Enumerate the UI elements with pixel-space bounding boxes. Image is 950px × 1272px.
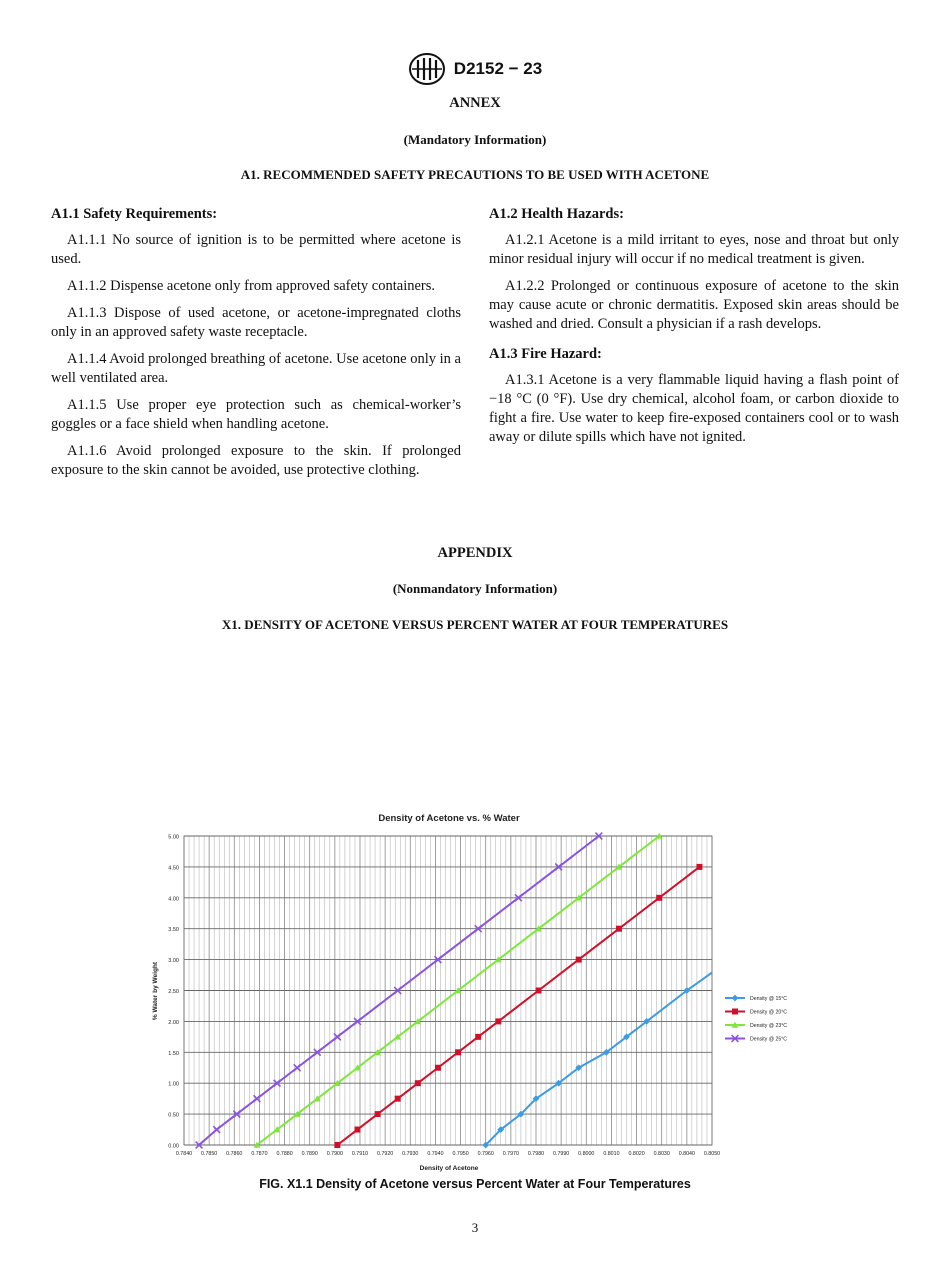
y-tick-label: 3.00 [168, 958, 179, 965]
y-tick-label: 0.50 [168, 1112, 179, 1119]
section-heading-fire: A1.3 Fire Hazard: [489, 346, 602, 362]
x-tick-label: 0.7880 [276, 1151, 293, 1157]
x-axis-label: Density of Acetone [419, 1165, 479, 1172]
x-tick-label: 0.7910 [351, 1151, 369, 1157]
x-tick-label: 0.7990 [553, 1151, 570, 1157]
appendix-title: APPENDIX [437, 545, 513, 561]
density-chart [140, 805, 830, 1180]
data-point [375, 1111, 381, 1117]
y-tick-label: 3.50 [168, 927, 179, 934]
legend-label: Density @ 25°C [750, 1036, 788, 1043]
data-point [334, 1142, 340, 1148]
data-point [455, 1049, 461, 1055]
standard-number: D2152 − 23 [453, 59, 543, 78]
chart-grid [184, 836, 712, 1145]
data-point [616, 926, 622, 932]
x-tick-label: 0.7980 [527, 1151, 545, 1157]
paragraph-a1-3-1: A1.3.1 Acetone is a very flammable liquid having a flash point of −18 °C (0 °F). Use dry chemical, alcohol foam, or carbon dioxide to fight a fire. Use water to keep fire-exposed containers cool or to wash away or dilute spills which have not ignited. [489, 372, 899, 445]
data-point [536, 988, 542, 994]
data-point [696, 864, 702, 870]
legend-label: Density @ 15°C [750, 996, 788, 1002]
legend-item [725, 1009, 787, 1016]
annex-right-column [489, 205, 899, 455]
x-tick-label: 0.8020 [628, 1151, 645, 1157]
section-heading-health: A1.2 Health Hazards: [489, 206, 624, 222]
y-tick-label: 0.00 [168, 1143, 179, 1150]
legend-label: Density @ 23°C [750, 1023, 788, 1029]
x-tick-label: 0.7860 [226, 1151, 243, 1157]
data-point [395, 1096, 401, 1102]
document-header [0, 52, 950, 86]
annex-heading: A1. RECOMMENDED SAFETY PRECAUTIONS TO BE USED WITH ACETONE [240, 167, 710, 182]
data-point [475, 1034, 481, 1040]
x-tick-label: 0.7950 [452, 1151, 469, 1157]
annex-subtitle: (Mandatory Information) [403, 132, 547, 147]
x-tick-label: 0.7890 [301, 1151, 318, 1157]
chart-legend [725, 995, 787, 1043]
figure-caption: FIG. X1.1 Density of Acetone versus Percent Water at Four Temperatures [259, 1177, 691, 1191]
paragraph-a1-1-3: A1.1.3 Dispose of used acetone, or acetone-impregnated cloths only in an approved safety waste receptacle. [51, 305, 461, 340]
legend-label: Density @ 20°C [750, 1009, 788, 1016]
legend-item [725, 1035, 787, 1042]
data-point [732, 995, 739, 1002]
y-tick-label: 1.00 [168, 1081, 179, 1088]
paragraph-a1-1-1: A1.1.1 No source of ignition is to be permitted where acetone is used. [51, 232, 461, 267]
data-point [732, 1009, 738, 1015]
x-tick-label: 0.8010 [603, 1151, 620, 1157]
astm-logo-icon [408, 52, 446, 86]
y-axis-label: % Water by Weight [152, 961, 159, 1021]
x-tick-label: 0.8040 [678, 1151, 695, 1157]
paragraph-a1-1-5: A1.1.5 Use proper eye protection such as chemical-worker’s goggles or a face shield when handling acetone. [51, 397, 461, 432]
y-tick-label: 2.50 [168, 989, 179, 995]
appendix-heading: X1. DENSITY OF ACETONE VERSUS PERCENT WATER AT FOUR TEMPERATURES [221, 617, 729, 632]
data-point [435, 1065, 441, 1071]
x-tick-label: 0.8050 [703, 1151, 721, 1157]
x-tick-label: 0.7940 [427, 1151, 444, 1157]
data-point [495, 1018, 501, 1024]
paragraph-a1-2-2: A1.2.2 Prolonged or continuous exposure of acetone to the skin may cause acute or chronic dermatitis. Exposed skin areas should be washed and dried. Consult a physician if a rash develops. [489, 278, 899, 332]
page-number: 3 [471, 1220, 479, 1235]
section-heading-safety: A1.1 Safety Requirements: [51, 206, 218, 222]
data-point [354, 1127, 360, 1133]
annex-title: ANNEX [449, 95, 501, 111]
chart-title: Density of Acetone vs. % Water [378, 813, 520, 824]
paragraph-a1-1-6: A1.1.6 Avoid prolonged exposure to the skin. If prolonged exposure to the skin cannot be avoided, use protective clothing. [51, 443, 461, 478]
x-tick-label: 0.8000 [578, 1151, 595, 1157]
legend-item [725, 995, 787, 1002]
y-tick-label: 2.00 [168, 1019, 179, 1026]
x-tick-label: 0.7900 [326, 1151, 343, 1157]
x-tick-label: 0.7920 [377, 1151, 394, 1157]
legend-item [725, 1022, 787, 1029]
x-tick-label: 0.7970 [502, 1151, 519, 1157]
data-point [415, 1080, 421, 1086]
y-tick-label: 1.50 [168, 1050, 179, 1057]
paragraph-a1-1-4: A1.1.4 Avoid prolonged breathing of acetone. Use acetone only in a well ventilated area. [51, 351, 461, 386]
y-tick-label: 4.00 [168, 896, 179, 903]
paragraph-a1-2-1: A1.2.1 Acetone is a mild irritant to eyes, nose and throat but only minor residual injury will occur if no medical treatment is given. [489, 232, 899, 267]
annex-left-column [51, 205, 461, 488]
appendix-subtitle: (Nonmandatory Information) [392, 581, 558, 596]
data-point [656, 895, 662, 901]
x-tick-label: 0.7960 [477, 1151, 494, 1157]
data-point [576, 957, 582, 963]
paragraph-a1-1-2: A1.1.2 Dispense acetone only from approved safety containers. [67, 278, 436, 294]
x-tick-label: 0.7870 [251, 1151, 268, 1157]
y-tick-label: 5.00 [168, 834, 179, 841]
x-tick-label: 0.7930 [402, 1151, 419, 1157]
x-tick-label: 0.7840 [175, 1151, 193, 1157]
y-tick-label: 4.50 [168, 865, 179, 872]
x-tick-label: 0.7850 [201, 1151, 218, 1157]
x-tick-label: 0.8030 [653, 1151, 670, 1157]
